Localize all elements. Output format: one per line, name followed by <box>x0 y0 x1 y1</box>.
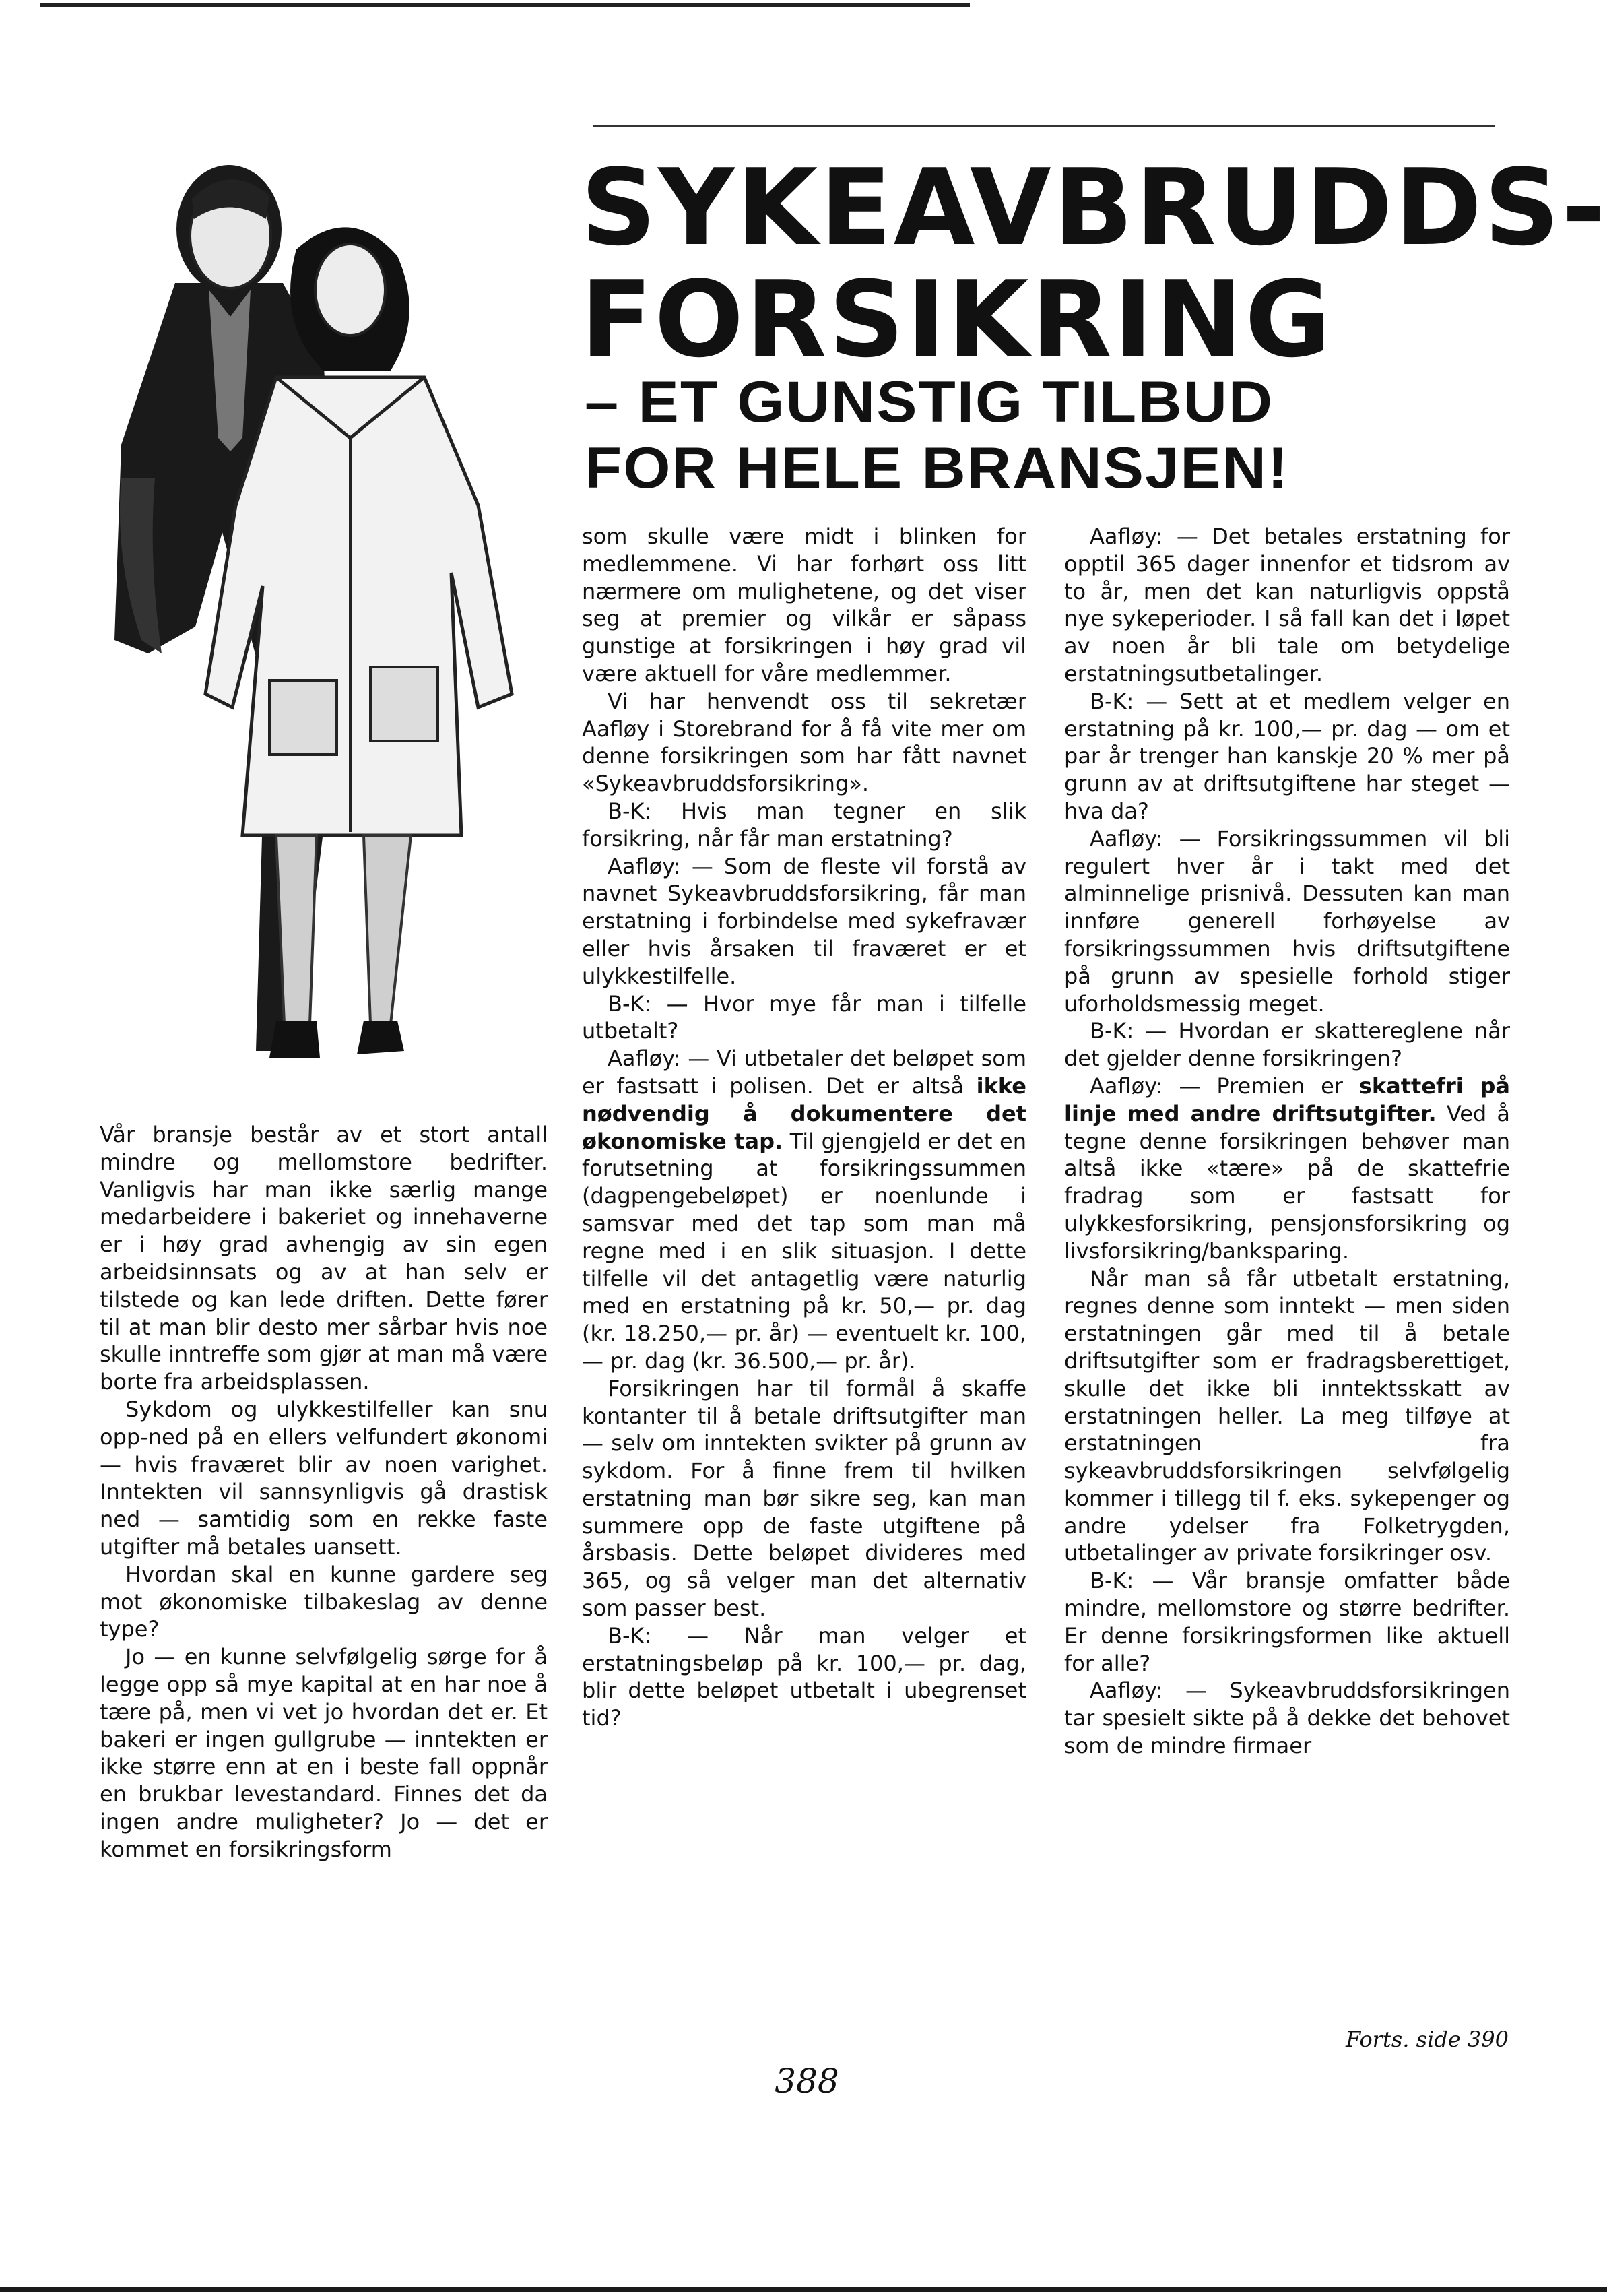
col3-text: Ved å tegne denne forsikringen behøver man altså ikke «tære» på de skattefrie fradrag som er fastsatt for ulykkesforsikring, pensjonsforsikring og livsforsikring/banksparing. <box>1064 1100 1511 1264</box>
couple-illustration-icon <box>74 155 559 1118</box>
col1-paragraph: Vår bransje består av et stort antall mindre og mellomstore bedrifter. Vanligvis har man ikke særlig mange medarbeidere i bakeriet og innehaverne er i høy grad avhengig av sin egen arbeidsinnsats og av at han selv er tilstede og kan lede driften. Dette fører til at man blir desto mer sårbar hvis noe skulle inntreffe som gjør at man må være borte fra arbeidsplassen. <box>100 1122 548 1395</box>
col3-paragraph: B-K: — Hvordan er skattereglene når det gjelder denne forsikringen? <box>1064 1018 1510 1072</box>
col3-paragraph: Aafløy: — Sykeavbruddsforsikringen tar spesielt sikte på å dekke det behovet som de mindre firmaer <box>1064 1678 1510 1759</box>
col2-text: Til gjengjeld er det en forutsetning at forsikringssummen (dagpengebeløpet) er noenlunde i samsvar med det tap som man må regne med i en slik situasjon. I dette tilfelle vil det antagetlig være naturlig med en erstatning på kr. 50,— pr. dag (kr. 18.250,— pr. år) — eventuelt kr. 100,— pr. dag (kr. 36.500,— pr. år). <box>582 1128 1026 1374</box>
col2-paragraph: Vi har henvendt oss til sekretær Aafløy i Storebrand for å få vite mer om denne forsikringen som har fått navnet «Sykeavbruddsforsikring». <box>582 688 1026 797</box>
column-1 <box>100 1121 548 1863</box>
col2-paragraph: B-K: — Hvor mye får man i tilfelle utbetalt? <box>582 990 1026 1044</box>
page-title <box>581 146 1607 381</box>
bottom-rule <box>0 2287 1607 2292</box>
subtitle <box>585 369 1575 501</box>
col3-bold-text: skattefri på linje med andre driftsutgifter. <box>1064 1073 1511 1126</box>
page-number: 388 <box>775 2062 839 2101</box>
col1-paragraph: Hvordan skal en kunne gardere seg mot økonomiske tilbakeslag av denne type? <box>100 1561 548 1643</box>
col1-paragraph: Sykdom og ulykkestilfeller kan snu opp-ned på en ellers velfundert økonomi — hvis fraværet blir av noen varighet. Inntekten vil sannsynligvis gå drastisk ned — samtidig som en rekke faste utgifter må betales uansett. <box>100 1396 548 1560</box>
title-line-1: SYKEAVBRUDDS- <box>581 146 1607 269</box>
subtitle-line-2: FOR HELE BRANSJEN! <box>585 436 1290 501</box>
col3-paragraph: B-K: — Vår bransje omfatter både mindre, mellomstore og større bedrifter. Er denne forsikringsformen like aktuell for alle? <box>1064 1568 1510 1676</box>
col3-text: Aafløy: — Premien er <box>1090 1073 1359 1099</box>
col2-paragraph: som skulle være midt i blinken for medlemmene. Vi har forhørt oss litt nærmere om mulighetene, og det viser seg at premier og vilkår er såpass gunstige at forsikringen i høy grad vil være aktuell for våre medlemmer. <box>582 523 1026 687</box>
col3-paragraph: Aafløy: — Det betales erstatning for opptil 365 dager innenfor et tidsrom av to år, men det kan naturligvis oppstå nye sykeperioder. I så fall kan det i løpet av noen år bli tale om betydelige erstatningsutbetalinger. <box>1064 523 1510 687</box>
continuation-note: Forts. side 390 <box>1346 2027 1509 2052</box>
col3-paragraph: Aafløy: — Forsikringssummen vil bli regulert hver år i takt med det alminnelige prisnivå. Dessuten kan man innføre generell forhøyelse av forsikringssummen hvis driftsutgiftene på grunn av spesielle forhold stiger uforholdsmessig meget. <box>1064 825 1510 1017</box>
header-rule <box>593 125 1495 127</box>
col2-paragraph: B-K: — Når man velger et erstatningsbeløp på kr. 100,— pr. dag, blir dette beløpet utbetalt i ubegrenset tid? <box>582 1622 1026 1731</box>
col2-paragraph: Forsikringen har til formål å skaffe kontanter til å betale driftsutgifter man — selv om inntekten svikter på grunn av sykdom. For å finne frem til hvilken erstatning man bør sikre seg, kan man summere opp de faste utgiftene på årsbasis. Dette beløpet divideres med 365, og så velger man det alternativ som passer best. <box>582 1375 1026 1622</box>
col1-paragraph: Jo — en kunne selvfølgelig sørge for å legge opp så mye kapital at en har noe å tære på, men vi vet jo hvordan det er. Et bakeri er ingen gullgrube — inntekten er ikke større enn at en i beste fall oppnår en brukbar levestandard. Finnes det da ingen andre muligheter? Jo — det er kommet en forsikringsform <box>100 1644 548 1862</box>
col2-bold-text: ikke nødvendig å dokumentere det økonomiske tap. <box>582 1073 1026 1154</box>
col3-paragraph <box>1064 1073 1510 1265</box>
column-2 <box>582 523 1026 1732</box>
top-rule <box>40 3 970 7</box>
col2-paragraph: Aafløy: — Som de fleste vil forstå av navnet Sykeavbruddsforsikring, får man erstatning i forbindelse med sykefravær eller hvis årsaken til fraværet er et ulykkestilfelle. <box>582 853 1026 989</box>
col3-paragraph: Når man så får utbetalt erstatning, regnes denne som inntekt — men siden erstatningen går med til å betale driftsutgifter som er fradragsberettiget, skulle det ikke bli inntektsskatt av erstatningen heller. La meg tilføye at erstatningen fra sykeavbruddsforsikringen selvfølgelig kommer i tillegg til f. eks. sykepenger og andre ydelser fra Folketrygden, utbetalinger av private forsikringer osv. <box>1064 1265 1510 1566</box>
column-3 <box>1064 523 1510 1760</box>
subtitle-line-1: – ET GUNSTIG TILBUD <box>585 370 1274 435</box>
title-line-2: FORSIKRING <box>581 258 1334 381</box>
col2-paragraph: B-K: Hvis man tegner en slik forsikring, når får man erstatning? <box>582 798 1026 852</box>
col2-paragraph <box>582 1045 1026 1375</box>
col3-paragraph: B-K: — Sett at et medlem velger en erstatning på kr. 100,— pr. dag — om et par år trenger han kanskje 20 % mer på grunn av at driftsutgiftene har steget — hva da? <box>1064 688 1510 824</box>
col2-text: Aafløy: — Vi utbetaler det beløpet som er fastsatt i polisen. Det er altså <box>582 1046 1026 1099</box>
